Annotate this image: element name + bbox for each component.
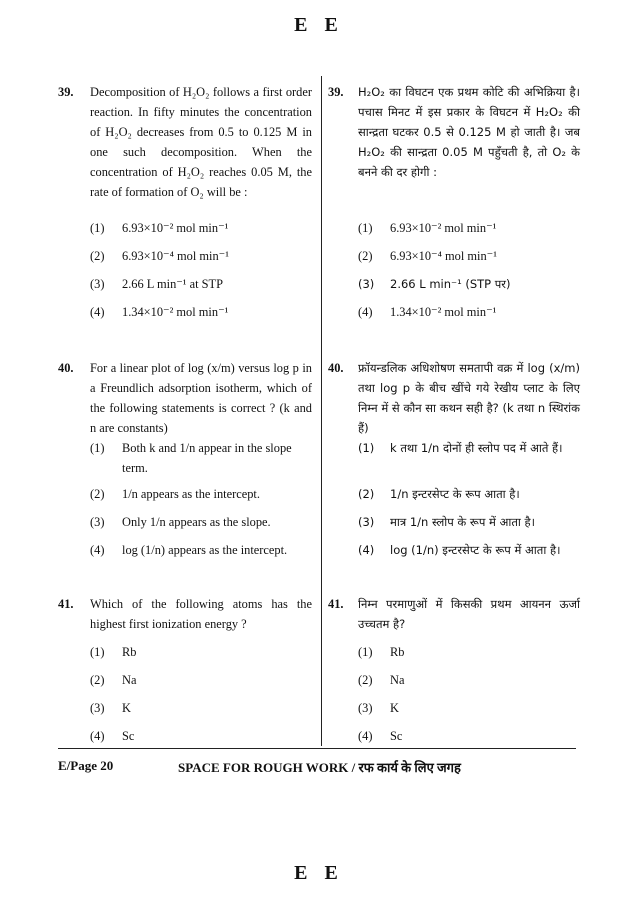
question-number: 41. <box>58 597 74 611</box>
option-2[interactable]: (2) 1/n इन्टरसेप्ट के रूप आता है। <box>358 487 520 501</box>
option-3[interactable]: (3) 2.66 L min⁻¹ at STP <box>90 277 224 291</box>
option-3[interactable]: (3) मात्र 1/n स्लोप के रूप में आता है। <box>358 515 535 529</box>
page-footer-mark: E E <box>294 862 344 884</box>
option-1[interactable]: (1) k तथा 1/n दोनों ही स्लोप पद में आते हैं। <box>358 441 563 455</box>
question-number: 39. <box>328 85 344 99</box>
page-label: E/Page 20 <box>58 758 114 773</box>
question-text: H₂O₂ का विघटन एक प्रथम कोटि की अभिक्रिया है। पचास मिनट में इस प्रकार के विघटन में H₂O₂ की सान्द्रता घटकर 0.5 से 0.125 M हो जाती है। जब H₂O₂ की सान्द्रता 0.05 M पहुँचती है, तो O₂ के बनने की दर होगी : <box>358 85 580 179</box>
option-2[interactable]: (2) 1/n appears as the intercept. <box>90 487 260 501</box>
rough-work-label: SPACE FOR ROUGH WORK / रफ कार्य के लिए जगह <box>178 760 461 775</box>
option-4[interactable]: (4) 1.34×10⁻² mol min⁻¹ <box>90 305 229 319</box>
option-4[interactable]: (4) Sc <box>90 729 135 743</box>
option-3[interactable]: (3) K <box>90 701 131 715</box>
option-4[interactable]: (4) log (1/n) appears as the intercept. <box>90 543 288 557</box>
option-1[interactable]: (1) 6.93×10⁻² mol min⁻¹ <box>358 221 497 235</box>
option-3[interactable]: (3) Only 1/n appears as the slope. <box>90 515 271 529</box>
option-1[interactable]: (1) 6.93×10⁻² mol min⁻¹ <box>90 221 229 235</box>
question-text: Decomposition of H₂O₂ follows a first order reaction. In fifty minutes the concentration of H₂O₂ decreases from 0.5 to 0.125 M in one such decomposition. When the concentration of H₂O₂ reaches 0.05 M, the rate of formation of O₂ will be : <box>90 85 312 199</box>
option-1[interactable]: (1) Rb <box>90 645 137 659</box>
question-text: For a linear plot of log (x/m) versus log p in a Freundlich adsorption isotherm, which of the following statements is correct ? (k and n are constants) <box>90 361 312 435</box>
question-number: 40. <box>58 361 74 375</box>
footer-rule <box>58 748 576 749</box>
option-1[interactable]: (1) Both k and 1/n appear in the slope term. <box>90 441 292 475</box>
question-text: निम्न परमाणुओं में किसकी प्रथम आयनन ऊर्जा उच्चतम है? <box>358 597 580 631</box>
question-number: 40. <box>328 361 344 375</box>
option-3[interactable]: (3) 2.66 L min⁻¹ (STP पर) <box>358 277 511 291</box>
column-divider <box>321 76 322 746</box>
page-header-mark: E E <box>294 14 344 36</box>
option-2[interactable]: (2) 6.93×10⁻⁴ mol min⁻¹ <box>358 249 497 263</box>
option-1[interactable]: (1) Rb <box>358 645 405 659</box>
question-number: 41. <box>328 597 344 611</box>
option-2[interactable]: (2) Na <box>358 673 405 687</box>
option-4[interactable]: (4) 1.34×10⁻² mol min⁻¹ <box>358 305 497 319</box>
question-text: Which of the following atoms has the highest first ionization energy ? <box>90 597 312 631</box>
option-2[interactable]: (2) Na <box>90 673 137 687</box>
question-text: फ्रॉयन्डलिक अधिशोषण समतापी वक्र में log (x/m) तथा log p के बीच खींचे गये रेखीय प्लाट के लिए निम्न में से कौन सा कथन सही है? (k तथा n स्थिरांक हैं) <box>358 361 580 435</box>
question-number: 39. <box>58 85 74 99</box>
option-4[interactable]: (4) log (1/n) इन्टरसेप्ट के रूप में आता है। <box>358 543 561 557</box>
option-2[interactable]: (2) 6.93×10⁻⁴ mol min⁻¹ <box>90 249 229 263</box>
option-4[interactable]: (4) Sc <box>358 729 403 743</box>
option-3[interactable]: (3) K <box>358 701 399 715</box>
